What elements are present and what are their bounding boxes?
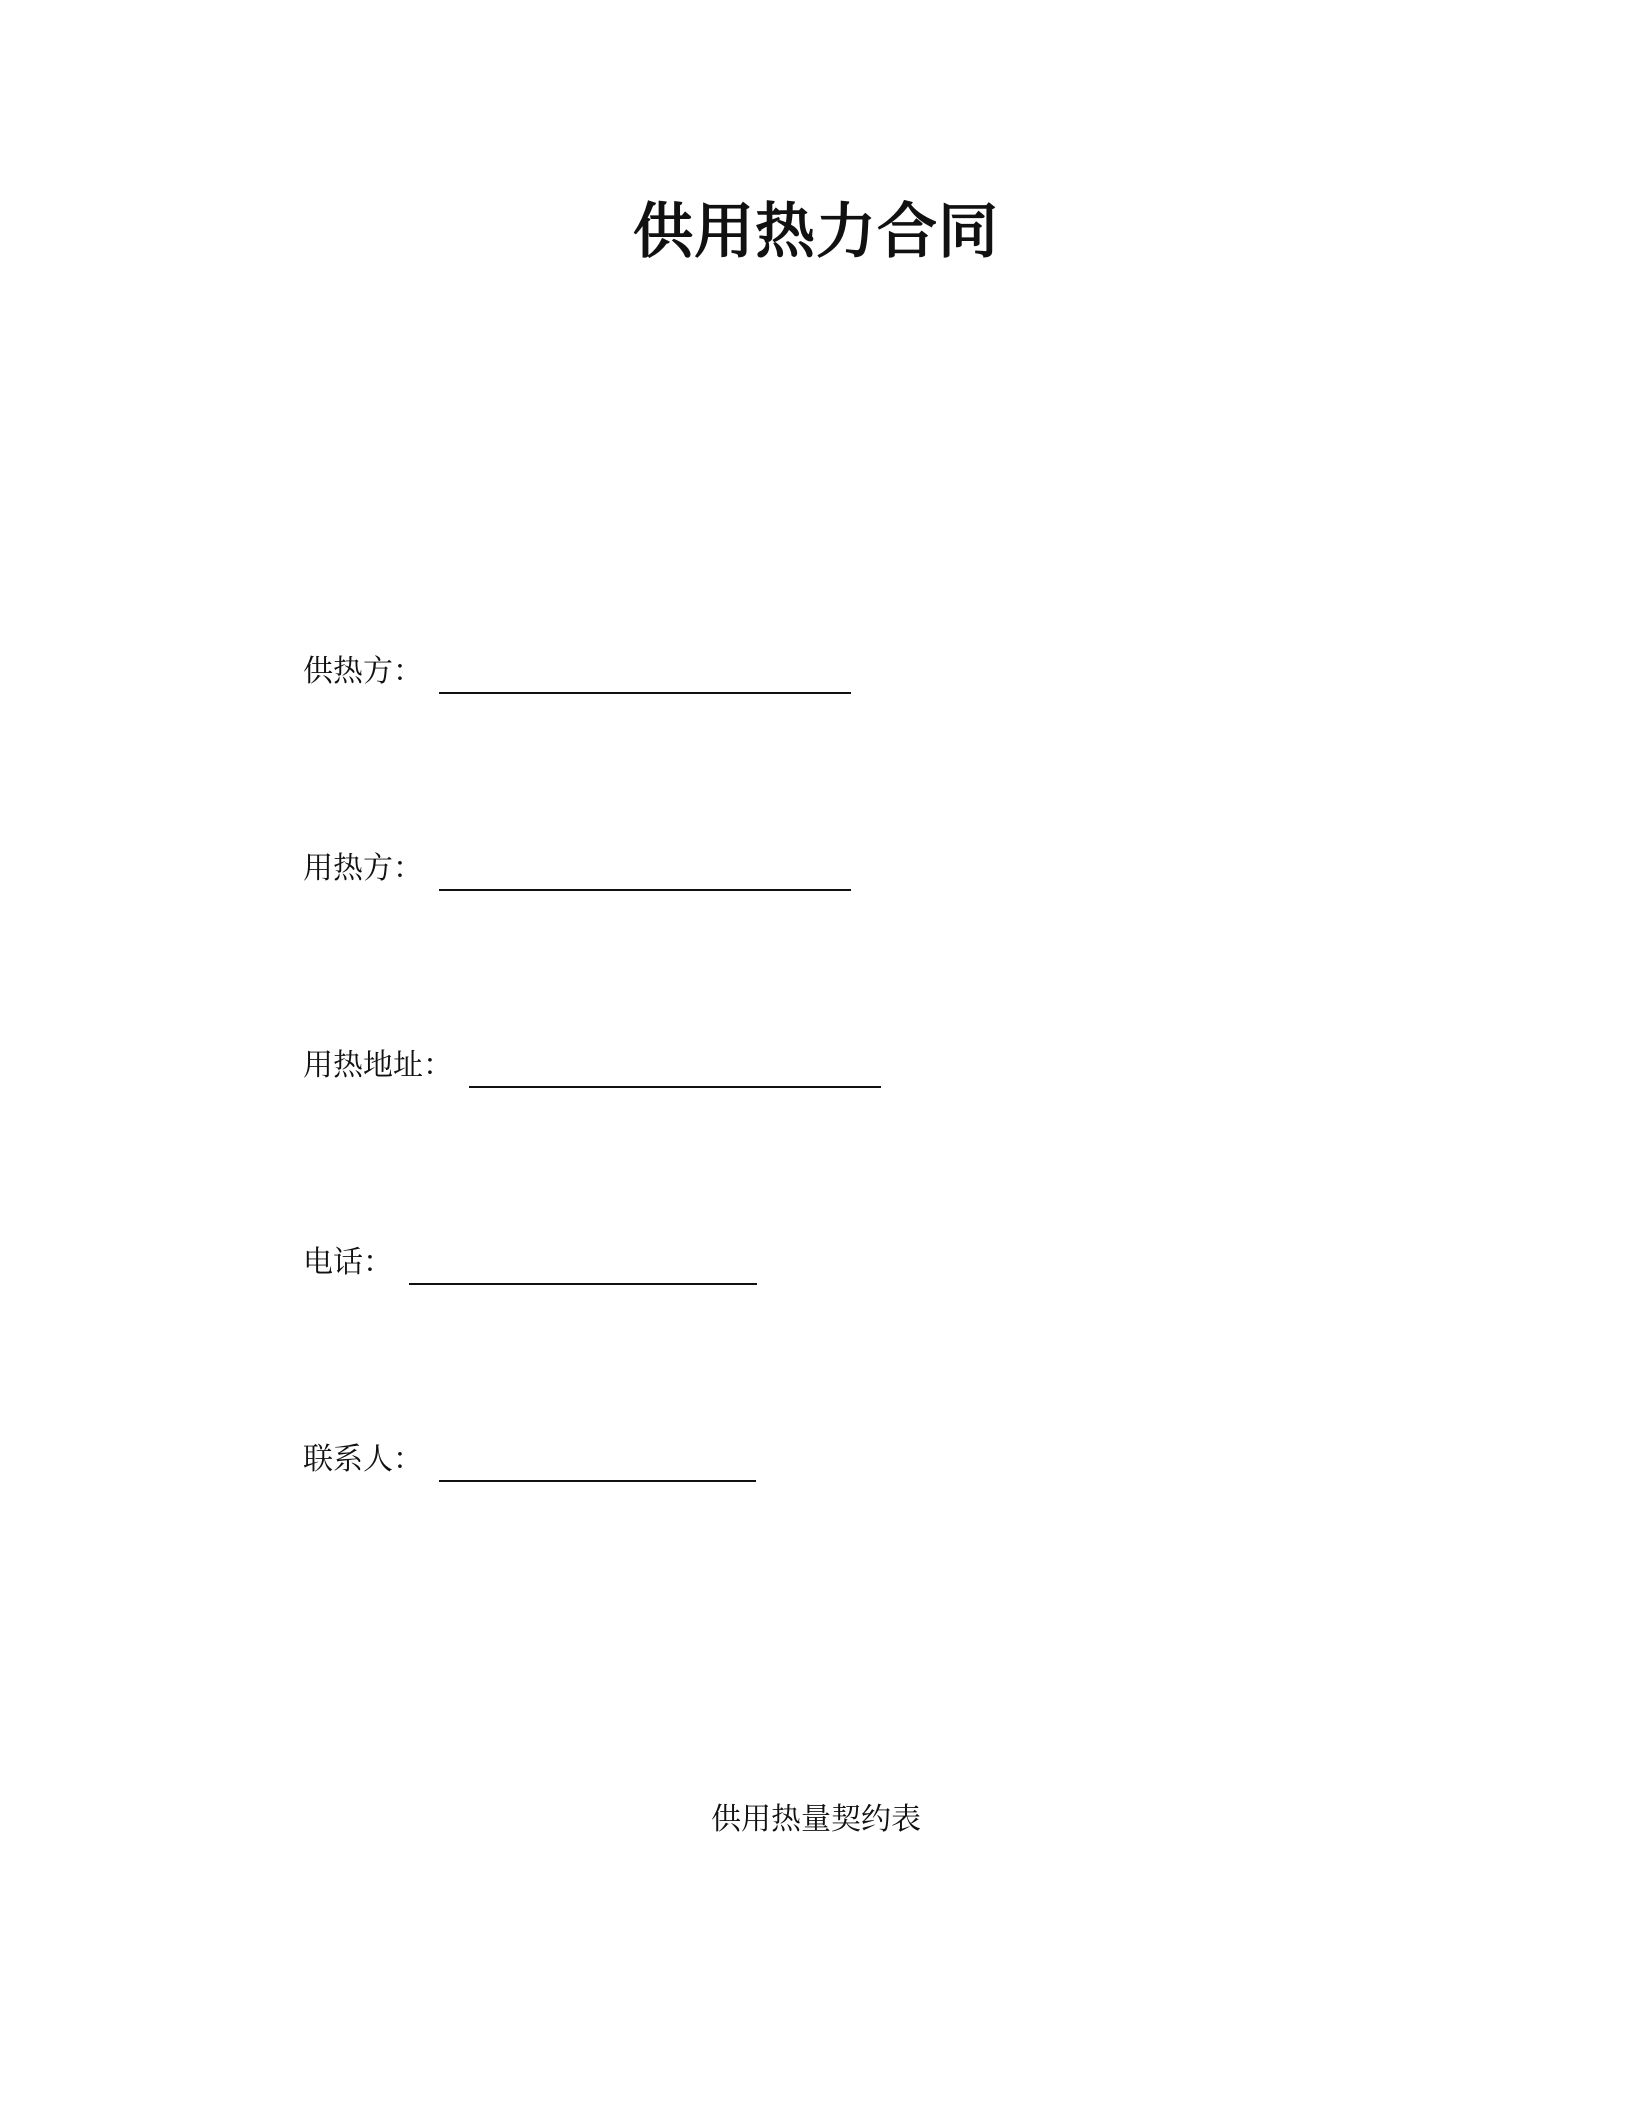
field-label-supplier: 供热方： — [303, 654, 423, 689]
field-label-phone: 电话： — [303, 1245, 393, 1280]
field-contact — [303, 1440, 756, 1480]
blank-line-supplier[interactable] — [439, 692, 851, 694]
field-address — [303, 1046, 881, 1086]
blank-line-consumer[interactable] — [439, 889, 851, 891]
blank-line-address[interactable] — [469, 1086, 881, 1088]
field-phone — [303, 1243, 757, 1283]
field-label-contact: 联系人： — [303, 1442, 423, 1477]
field-label-consumer: 用热方： — [303, 851, 423, 886]
section-title: 供用热量契约表 — [711, 1802, 921, 1837]
blank-line-phone[interactable] — [409, 1283, 757, 1285]
field-supplier — [303, 652, 851, 692]
field-consumer — [303, 849, 851, 889]
field-label-address: 用热地址： — [303, 1048, 453, 1083]
blank-line-contact[interactable] — [439, 1480, 756, 1482]
document-title: 供用热力合同 — [633, 197, 999, 267]
